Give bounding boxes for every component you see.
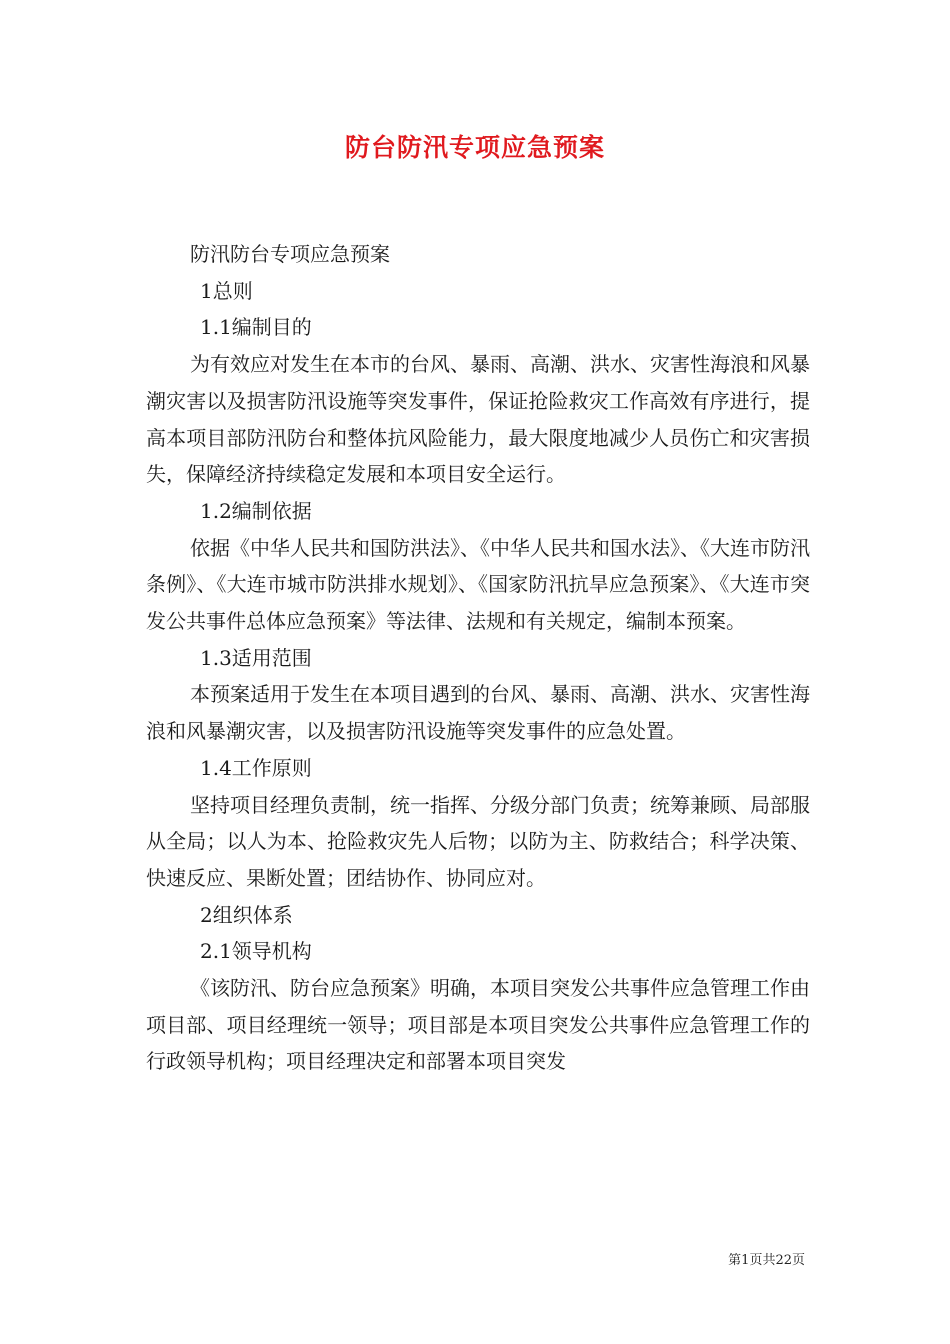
document-body [146, 236, 810, 1080]
paragraph-scope: 本预案适用于发生在本项目遇到的台风、暴雨、高潮、洪水、灾害性海浪和风暴潮灾害，以及损害防汛设施等突发事件的应急处置。 [146, 682, 810, 744]
section-heading-organization: 2组织体系 [200, 902, 293, 927]
section-heading-leadership: 2.1领导机构 [200, 939, 312, 964]
document-title: 防台防汛专项应急预案 [344, 133, 605, 162]
section-heading-basis: 1.2编制依据 [200, 498, 312, 523]
paragraph-plan-name: 防汛防台专项应急预案 [190, 242, 390, 266]
section-heading-general: 1总则 [200, 278, 253, 303]
page-number-footer: 第1页共22页 [728, 1253, 805, 1268]
section-heading-principles: 1.4工作原则 [200, 755, 312, 780]
paragraph-principles: 坚持项目经理负责制，统一指挥、分级分部门负责；统筹兼顾、局部服从全局；以人为本、抢险救灾先人后物；以防为主、防救结合；科学决策、快速反应、果断处置；团结协作、协同应对。 [146, 792, 810, 890]
section-heading-scope: 1.3适用范围 [200, 645, 312, 670]
section-heading-purpose: 1.1编制目的 [200, 315, 312, 340]
paragraph-basis: 依据《中华人民共和国防洪法》、《中华人民共和国水法》、《大连市防汛条例》、《大连市城市防洪排水规划》、《国家防汛抗旱应急预案》、《大连市突发公共事件总体应急预案》等法律、法规和有关规定，编制本预案。 [146, 535, 810, 634]
paragraph-purpose: 为有效应对发生在本市的台风、暴雨、高潮、洪水、灾害性海浪和风暴潮灾害以及损害防汛设施等突发事件，保证抢险救灾工作高效有序进行，提高本项目部防汛防台和整体抗风险能力，最大限度地减少人员伤亡和灾害损失，保障经济持续稳定发展和本项目安全运行。 [146, 352, 810, 487]
paragraph-leadership: 《该防汛、防台应急预案》明确，本项目突发公共事件应急管理工作由项目部、项目经理统一领导；项目部是本项目突发公共事件应急管理工作的行政领导机构；项目经理决定和部署本项目突发 [146, 976, 810, 1074]
